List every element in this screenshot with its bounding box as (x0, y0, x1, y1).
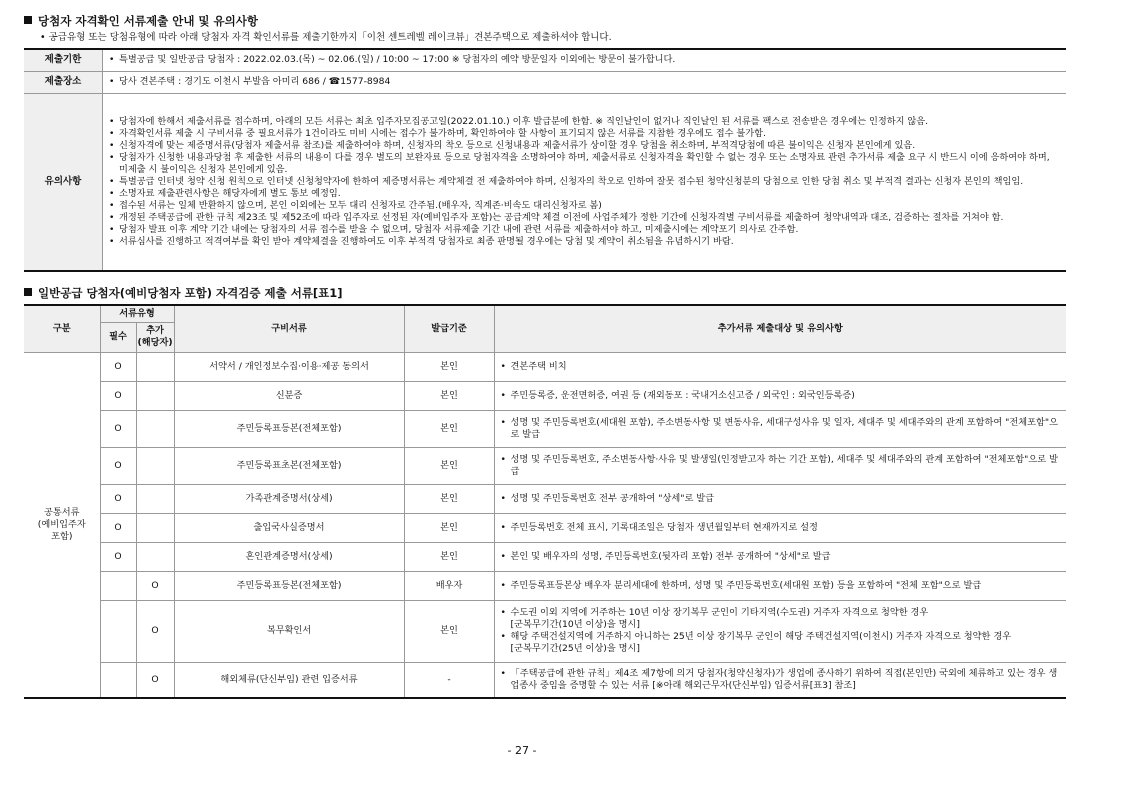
required-cell: O (100, 542, 136, 571)
issuer-cell: 본인 (404, 542, 494, 571)
required-cell (100, 571, 136, 600)
additional-cell (136, 410, 174, 447)
info-bullet: • 소명자료 제출관련사항은 해당자에게 별도 통보 예정임. (109, 188, 1060, 200)
table-row (24, 542, 1066, 571)
issuer-cell: 배우자 (404, 571, 494, 600)
info-row-label: 제출장소 (24, 71, 103, 93)
info-row-label: 제출기한 (24, 49, 103, 71)
document-cell: 출입국사실증명서 (174, 513, 404, 542)
additional-cell: O (136, 600, 174, 662)
table-row (24, 352, 1066, 381)
additional-cell (136, 513, 174, 542)
table-row (24, 484, 1066, 513)
table-row (24, 662, 1066, 698)
additional-cell: O (136, 571, 174, 600)
table-row (24, 600, 1066, 662)
note-item: [군복무기간(25년 이상)을 명시] (510, 643, 641, 654)
document-cell: 주민등록표등본(전체포함) (174, 410, 404, 447)
info-row-body (103, 93, 1067, 271)
note-item: • 성명 및 주민등록번호, 주소변동사항·사유 및 발생일(인정받고자 하는 기간 포함), 세대주 및 세대주와의 관계 포함하여 "전체포함"으로 발급 (501, 454, 1060, 478)
info-row-body (103, 71, 1067, 93)
issuer-cell: 본인 (404, 513, 494, 542)
header-document: 구비서류 (174, 305, 404, 352)
square-bullet-icon (24, 16, 32, 24)
required-cell: O (100, 410, 136, 447)
header-issuer: 발급기준 (404, 305, 494, 352)
section2-title: 일반공급 당첨자(예비당첨자 포함) 자격검증 제출 서류[표1] (24, 284, 1068, 302)
header-doc-type: 서류유형 (100, 305, 174, 322)
info-bullet: • 접수된 서류는 일체 반환하지 않으며, 본인 이외에는 모두 대리 신청자로 간주됨.(배우자, 직계존·비속도 대리신청자로 봄) (109, 200, 1060, 212)
note-item: [군복무기간(10년 이상)을 명시] (510, 619, 641, 630)
info-row-body (103, 49, 1067, 71)
submission-info-table (24, 48, 1066, 272)
additional-cell: O (136, 662, 174, 698)
info-bullet: • 당사 견본주택 : 경기도 이천시 부발읍 아미리 686 / ☎1577-8984 (109, 76, 1060, 88)
required-cell (100, 600, 136, 662)
info-bullet: • 당첨자에 한해서 제출서류를 접수하며, 아래의 모든 서류는 최초 입주자모집공고일(2022.01.10.) 이후 발급분에 한함. ※ 직인날인이 없거나 직인날인 된 서류를 팩스로 전송받은 경우에는 인정하지 않음. (109, 116, 1060, 128)
documents-table (24, 304, 1066, 699)
info-bullet: • 서류심사를 진행하고 적격여부를 확인 받아 계약체결을 진행하여도 이후 부적격 당첨자로 최종 판명될 경우에는 당첨 및 계약이 취소됨을 유념하시기 바람. (109, 236, 1060, 248)
note-item: • 견본주택 비치 (501, 361, 1060, 373)
note-item: • 주민등록표등본상 배우자 분리세대에 한하며, 성명 및 주민등록번호(세대원 포함) 등을 포함하여 "전체 포함"으로 발급 (501, 580, 1060, 592)
document-page (24, 12, 1068, 699)
category-cell: 공통서류 (예비입주자 포함) (24, 352, 100, 698)
note-item: • 본인 및 배우자의 성명, 주민등록번호(뒷자리 포함) 전부 공개하여 "상세"로 발급 (501, 551, 1060, 563)
info-bullet: • 자격확인서류 제출 시 구비서류 중 필요서류가 1건이라도 미비 시에는 접수가 불가하며, 확인하여야 할 사항이 표기되지 않은 서류를 지참한 경우에도 접수 불가함. (109, 128, 1060, 140)
document-cell: 주민등록표등본(전체포함) (174, 571, 404, 600)
issuer-cell: 본인 (404, 484, 494, 513)
note-item: • 수도권 이외 지역에 거주하는 10년 이상 장기복무 군인이 기타지역(수도권) 거주자 자격으로 청약한 경우 (501, 607, 1060, 619)
notes-cell (494, 484, 1066, 513)
issuer-cell: 본인 (404, 600, 494, 662)
info-row (24, 71, 1066, 93)
info-row (24, 49, 1066, 71)
section1-title: 당첨자 자격확인 서류제출 안내 및 유의사항 (24, 12, 1068, 30)
table-row (24, 447, 1066, 484)
required-cell: O (100, 484, 136, 513)
info-row-label: 유의사항 (24, 93, 103, 271)
notes-cell (494, 600, 1066, 662)
additional-cell (136, 381, 174, 410)
page-number: - 27 - (507, 744, 537, 757)
additional-cell (136, 447, 174, 484)
square-bullet-icon (24, 288, 32, 296)
note-item: • 주민등록번호 전체 표시, 기록대조일은 당첨자 생년월일부터 현재까지로 설정 (501, 522, 1060, 534)
required-cell: O (100, 381, 136, 410)
document-cell: 신분증 (174, 381, 404, 410)
notes-cell (494, 447, 1066, 484)
header-additional: 추가 (해당자) (136, 322, 174, 352)
info-bullet: • 특별공급 인터넷 청약 신청 원칙으로 인터넷 신청청약자에 한하여 제증명서류는 계약체결 전 제출하여야 하며, 신청자의 착오로 인하여 잘못 접수된 청약신청분의 당첨으로 인한 당첨 취소 및 부적격 결과는 신청자 본인의 책임임. (109, 176, 1060, 188)
issuer-cell: 본인 (404, 410, 494, 447)
notes-cell (494, 571, 1066, 600)
issuer-cell: - (404, 662, 494, 698)
info-bullet: • 신청자격에 맞는 제증명서류(당첨자 제출서류 참조)를 제출하여야 하며, 신청자의 착오 등으로 신청내용과 제출서류가 상이할 경우 당첨을 취소하며, 부적격당첨에 따른 불이익은 신청자 본인에게 있음. (109, 140, 1060, 152)
additional-cell (136, 352, 174, 381)
table-row (24, 381, 1066, 410)
document-cell: 해외체류(단신부임) 관련 입증서류 (174, 662, 404, 698)
additional-cell (136, 542, 174, 571)
header-required: 필수 (100, 322, 136, 352)
note-item: • 「주택공급에 관한 규칙」제4조 제7항에 의거 당첨자(청약신청자)가 생업에 종사하기 위하여 직접(본인만) 국외에 체류하고 있는 경우 생업종사 중임을 증명할 수 있는 서류 [※아래 해외근무자(단신부임) 입증서류[표3] 참조] (501, 668, 1060, 692)
info-bullet: • 당첨자 발표 이후 계약 기간 내에는 당첨자의 서류 접수를 받을 수 없으며, 당첨자 서류제출 기간 내에 관련 서류를 제출하셔야 하고, 미제출시에는 계약포기 의사로 간주함. (109, 224, 1060, 236)
header-notes: 추가서류 제출대상 및 유의사항 (494, 305, 1066, 352)
document-cell: 가족관계증명서(상세) (174, 484, 404, 513)
notes-cell (494, 662, 1066, 698)
required-cell: O (100, 513, 136, 542)
issuer-cell: 본인 (404, 447, 494, 484)
notes-cell (494, 513, 1066, 542)
info-bullet: • 개정된 주택공급에 관한 규칙 제23조 및 제52조에 따라 입주자로 선정된 자(예비입주자 포함)는 공급계약 체결 이전에 사업주체가 정한 기간에 신청자격별 구비서류를 제출하여 청약내역과 대조, 검증하는 절차를 거쳐야 함. (109, 212, 1060, 224)
note-item: • 해당 주택건설지역에 거주하지 아니하는 25년 이상 장기복무 군인이 해당 주택건설지역(이천시) 거주자 자격으로 청약한 경우 (501, 631, 1060, 643)
header-category: 구분 (24, 305, 100, 352)
required-cell: O (100, 352, 136, 381)
table-row (24, 410, 1066, 447)
notes-cell (494, 410, 1066, 447)
notes-cell (494, 381, 1066, 410)
info-bullet: • 특별공급 및 일반공급 당첨자 : 2022.02.03.(목) ~ 02.06.(일) / 10:00 ~ 17:00 ※ 당첨자의 예약 방문일자 이외에는 방문이 불가합니다. (109, 54, 1060, 66)
required-cell (100, 662, 136, 698)
info-bullet: • 당첨자가 신청한 내용과당첨 후 제출한 서류의 내용이 다를 경우 별도의 보완자료 등으로 당첨자격을 소명하여야 하며, 제출서류로 신청자격을 확인할 수 없는 경우 또는 소명자료 관련 추가서류 제출 요구 시 반드시 이에 응하여야 하며, 미제출 시 불이익은 신청자 본인에게 있음. (109, 152, 1060, 176)
notes-cell (494, 352, 1066, 381)
document-cell: 서약서 / 개인정보수집·이용·제공 동의서 (174, 352, 404, 381)
additional-cell (136, 484, 174, 513)
note-item: • 주민등록증, 운전면허증, 여권 등 (재외동포 : 국내거소신고증 / 외국인 : 외국인등록증) (501, 390, 1060, 402)
notes-cell (494, 542, 1066, 571)
note-item: • 성명 및 주민등록번호 전부 공개하여 "상세"로 발급 (501, 493, 1060, 505)
required-cell: O (100, 447, 136, 484)
document-cell: 혼인관계증명서(상세) (174, 542, 404, 571)
document-cell: 주민등록표초본(전체포함) (174, 447, 404, 484)
document-cell: 복무확인서 (174, 600, 404, 662)
table-row (24, 571, 1066, 600)
note-item: • 성명 및 주민등록번호(세대원 포함), 주소변동사항 및 변동사유, 세대구성사유 및 일자, 세대주 및 세대주와의 관계 포함하여 "전체포함"으로 발급 (501, 417, 1060, 441)
section1-subtitle: • 공급유형 또는 당첨유형에 따라 아래 당첨자 자격 확인서류를 제출기한까지「이천 센트레벨 레이크뷰」견본주택으로 제출하셔야 합니다. (40, 32, 612, 43)
issuer-cell: 본인 (404, 352, 494, 381)
table-row (24, 513, 1066, 542)
info-row (24, 93, 1066, 271)
issuer-cell: 본인 (404, 381, 494, 410)
